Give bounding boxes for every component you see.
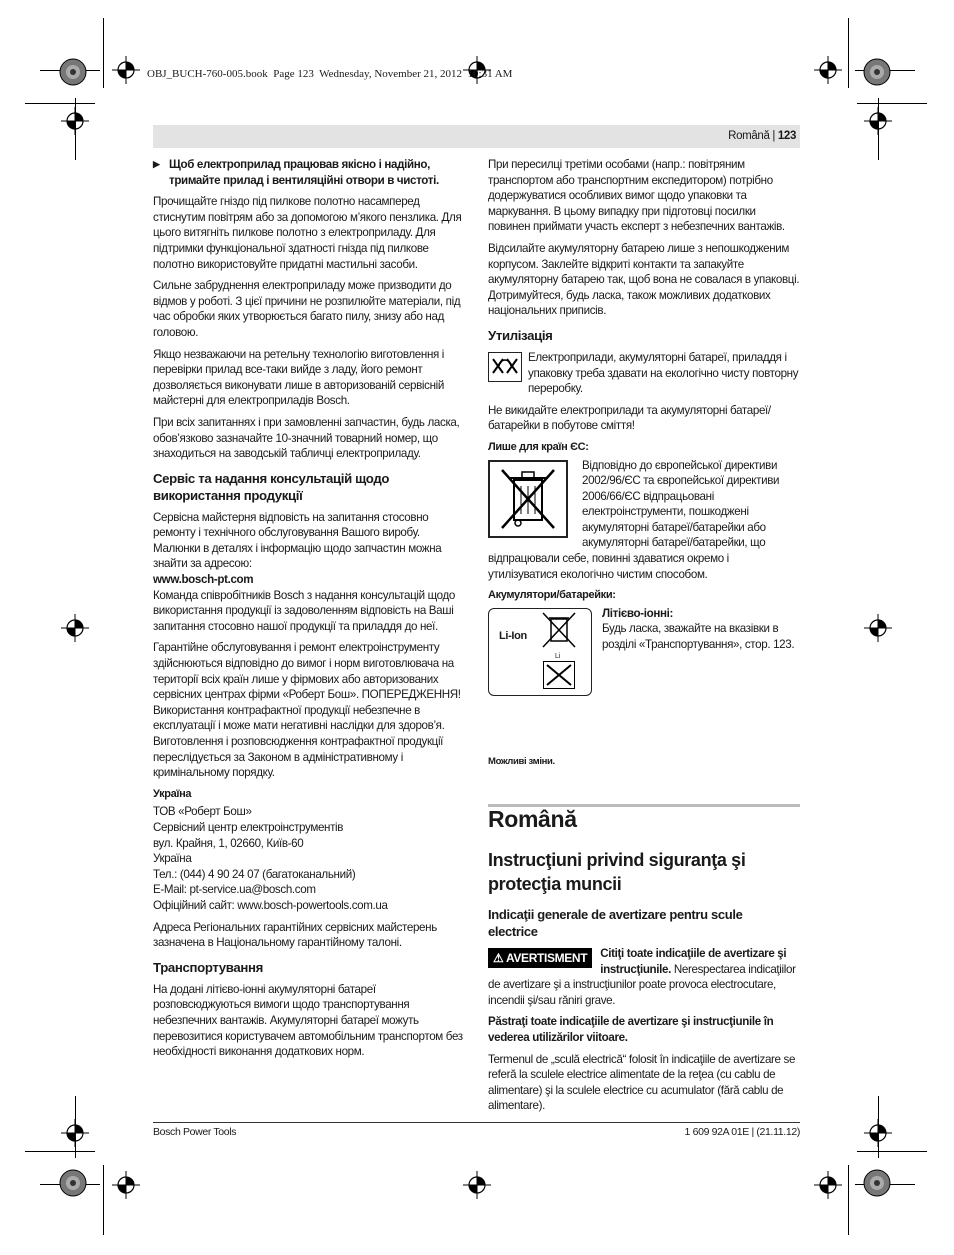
paragraph: Termenul de „sculă electrică“ folosit în indicaţiile de avertizare se referă la sculele electrice alimentate de la reţea (cu cablu de alimentare) şi la sculele electrice cu acumulator (fără cablu de alimentare).	[488, 1052, 796, 1113]
liion-label: Li-Ion	[499, 629, 527, 642]
footer-rule	[153, 1122, 800, 1123]
address-line: Офіційний сайт: www.bosch-powertools.com.ua	[153, 898, 388, 912]
left-column	[153, 157, 463, 1066]
section-heading-disposal: Утилізація	[488, 327, 553, 343]
paragraph: Електроприлади, акумуляторні батареї, приладдя і упаковку треба здавати на екологічно чисту повторну переробку.	[528, 350, 799, 396]
paragraph: Сервісна майстерня відповість на запитання стосовно ремонту і технічного обслуговування Вашого виробу. Малюнки в деталях і інформацію щодо запчастин можна знайти за адресою:	[153, 510, 442, 571]
header-language: Română	[728, 130, 770, 142]
paragraph: Не викидайте електроприлади та акумуляторні батареї/батарейки в побутове сміття!	[488, 403, 771, 433]
address-line: ТОВ «Роберт Бош»	[153, 805, 252, 819]
paragraph: При всіх запитаннях і при замовленні запчастин, будь ласка, обов’язково зазначайте 10-значний товарний номер, що знаходиться на заводській табличці електроприладу.	[153, 415, 460, 461]
liion-battery-icon	[488, 608, 592, 696]
paragraph: На додані літієво-іонні акумуляторні батареї розповсюджуються вимоги щодо транспортування небезпечних вантажів. Акумуляторні батареї можуть перевозитися користувачем автомобільним транспортом без необхідності виконання додаткових норм.	[153, 982, 463, 1059]
liion-row	[488, 606, 800, 702]
battery-recycle-icon	[543, 661, 575, 689]
paragraph: При пересилці третіми особами (напр.: повітряним транспортом або транспортним експедитором) потрібно додержуватися особливих вимог щодо упаковки та маркування. В цьому випадку при підготовці посилки повинен приймати участь експерт з небезпечних вантажів.	[488, 158, 785, 234]
address-block	[153, 804, 463, 913]
right-column	[488, 157, 800, 702]
paragraph: Будь ласка, зважайте на вказівки в розділі «Транспортування», стор. 123.	[602, 622, 795, 652]
warning-bold-text: Citiţi toate indicaţiile de avertizare şi instrucţiunile.	[600, 947, 787, 976]
paragraph: Сильне забруднення електроприладу може призводити до відмов у роботі. З цієї причини не розпилюйте матеріали, під час обробки яких утворюється багато пилу, знизу або над головою.	[153, 279, 461, 339]
header-page-number: 123	[777, 130, 796, 142]
header-separator: |	[772, 130, 775, 142]
warning-block	[488, 946, 800, 1120]
paragraph: Гарантійне обслуговування і ремонт електроінструменту здійснюються відповідно до вимог і норм виготовлювача на території всіх країн лише у фірмових або авторизованих сервісних центрах фірми «Роберт Бош». ПОПЕРЕДЖЕННЯ! Використання контрафактної продукції небезпечне в експлуатації і може мати негативні наслідки для здоров’я. Виготовлення і розповсюдження контрафактної продукції переслідується за Законом в адміністративному і кримінальному порядку.	[153, 641, 461, 780]
paragraph: Відсилайте акумуляторну батарею лише з непошкодженим корпусом. Заклейте відкриті контакти та запакуйте акумуляторну батарею так, щоб вона не совалася в упаковці.	[488, 241, 800, 287]
address-line: Тел.: (044) 4 90 24 07 (багатоканальний)	[153, 867, 356, 881]
recycling-icon	[488, 352, 522, 382]
paragraph: Якщо незважаючи на ретельну технологію виготовлення і перевірки прилад все-таки вийде з ладу, його ремонт дозволяється виконувати лише в авторизованій сервісній майстерні для електроприладів Bosch.	[153, 347, 445, 408]
bullet-arrow-icon: ▶	[153, 159, 160, 169]
paragraph: Прочищайте гніздо під пилкове полотно насамперед стиснутим повітрям або за допомогою м’якого пензлика. Для цього витягніть пилкове полотно з електроприладу. Для підтримки функціональної здатності гнізда під пилкове полотно використовуйте придатні мастильні засоби.	[153, 195, 462, 271]
section-heading-transport: Транспортування	[153, 959, 263, 975]
footer-right: 1 609 92A 01E | (21.11.12)	[684, 1126, 800, 1138]
section-heading-service: Сервіс та надання консультацій щодо використання продукції	[153, 470, 390, 503]
paragraph: Відповідно до європейської директиви 2002/96/ЄС та європейської директиви 2006/66/ЄС відпрацьовані електроінструменти, пошкоджені акумуляторні батареї/батарейки або акумуляторні батареї/батарейки, що відпрацювали себе, повинні здаватися окремо і утилізуватися екологічно чистим способом.	[488, 458, 780, 581]
address-line: вул. Крайня, 1, 02660, Київ-60	[153, 836, 304, 850]
file-header: OBJ_BUCH-760-005.book Page 123 Wednesday, November 21, 2012 10:31 AM	[147, 68, 513, 80]
warning-triangle-icon: ⚠	[493, 951, 504, 965]
crossed-bin-icon	[488, 460, 568, 538]
bullet-text: Щоб електроприлад працював якісно і надійно, тримайте прилад і вентиляційні отвори в чистоті.	[169, 158, 439, 187]
eu-row	[488, 458, 800, 583]
recycling-row	[488, 350, 800, 397]
address-line: Сервісний центр електроінструментів	[153, 820, 344, 834]
language-title: Română	[488, 806, 577, 832]
footer-left: Bosch Power Tools	[153, 1126, 237, 1138]
paragraph: Păstraţi toate indicaţiile de avertizare şi instrucţiunile în vederea utilizărilor viitoare.	[488, 1015, 774, 1044]
maintenance-bullet	[153, 157, 463, 188]
safety-heading: Instrucţiuni privind siguranţa şi protecţia muncii	[488, 850, 746, 894]
warning-label: AVERTISMENT	[505, 951, 588, 965]
general-warnings-heading: Indicaţii generale de avertizare pentru scule electrice	[488, 907, 743, 939]
li-small-label: Li	[555, 652, 560, 660]
country-heading: Україна	[153, 787, 192, 800]
running-header-bar	[153, 125, 800, 148]
address-line: E-Mail: pt-service.ua@bosch.com	[153, 883, 316, 897]
warning-text: Nerespectarea indicaţiilor de avertizare şi a instrucţiunilor poate provoca electrocutare, incendii şi/sau răniri grave.	[488, 962, 796, 1007]
eu-heading: Лише для країн ЄС:	[488, 440, 589, 453]
service-url: www.bosch-pt.com	[153, 573, 254, 587]
running-header	[728, 130, 796, 142]
changes-note: Можливі зміни.	[488, 756, 555, 767]
liion-heading: Літієво-іонні:	[602, 606, 674, 620]
paragraph: Команда співробітників Bosch з надання консультацій щодо використання продукції із задоволенням відповість на Ваші запитання стосовно нашої продукції та приладдя до неї.	[153, 588, 455, 633]
warning-badge	[488, 948, 592, 968]
address-line: Україна	[153, 852, 192, 866]
paragraph: Адреса Регіональних гарантійних сервісних майстерень зазначена в Національному гарантійному талоні.	[153, 920, 437, 950]
batteries-heading: Акумулятори/батарейки:	[488, 589, 616, 602]
paragraph: Дотримуйтеся, будь ласка, також можливих додаткових національних приписів.	[488, 288, 771, 318]
